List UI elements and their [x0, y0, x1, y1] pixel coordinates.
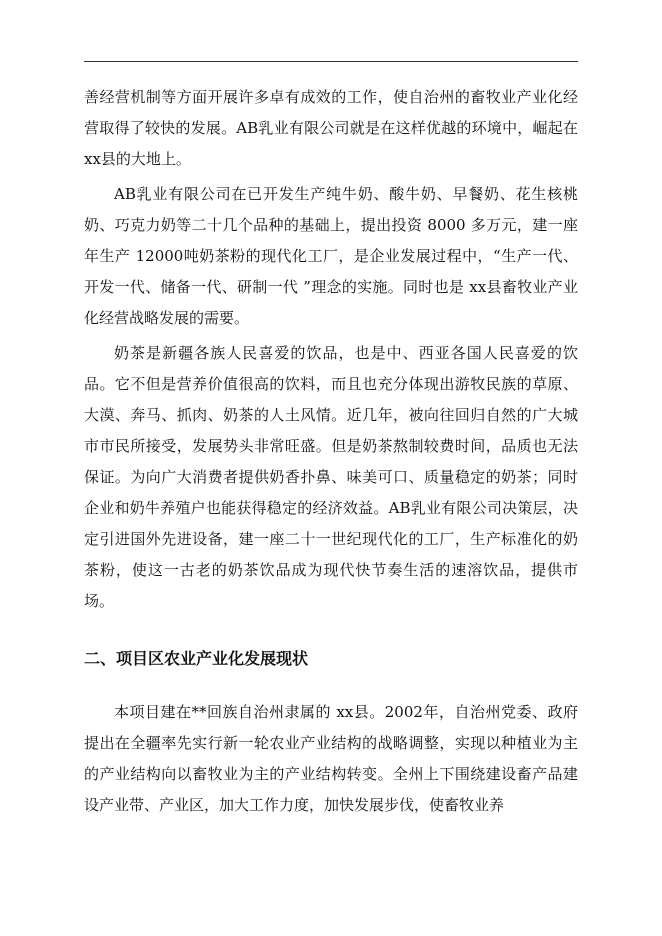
paragraph-milk-tea: 奶茶是新疆各族人民喜爱的饮品，也是中、西亚各国人民喜爱的饮品。它不但是营养价值很高的饮料，而且也充分体现出游牧民族的草原、大漠、奔马、抓肉、奶茶的人土风情。近几年，被向往回归自然的广大城市市民所接受，发展势头非常旺盛。但是奶茶熬制较费时间，品质也无法保证。为向广大消费者提供奶香扑鼻、味美可口、质量稳定的奶茶；同时企业和奶牛养殖户也能获得稳定的经济效益。AB乳业有限公司决策层，决定引进国外先进设备，建一座二十一世纪现代化的工厂，生产标准化的奶茶粉，使这一古老的奶茶饮品成为现代快节奏生活的速溶饮品，提供市场。: [84, 344, 578, 610]
paragraph-project-area: 本项目建在**回族自治州隶属的 xx县。2002年，自治州党委、政府提出在全疆率先实行新一轮农业产业结构的战略调整，实现以种植业为主的产业结构向以畜牧业为主的产业结构转变。全州上下围绕建设畜产品建设产业带、产业区，加大工作力度，加快发展步伐，使畜牧业养: [84, 703, 578, 814]
section-heading: 二、项目区农业产业化发展现状: [84, 649, 309, 668]
paragraph-company: AB乳业有限公司在已开发生产纯牛奶、酸牛奶、早餐奶、花生核桃奶、巧克力奶等二十几个品种的基础上，提出投资 8000 多万元，建一座年生产 12000吨奶茶粉的现代化工厂，是企业发展过程中，“生产一代、开发一代、储备一代、研制一代 ”理念的实施。同时也是 xx县畜牧业产业化经营战略发展的需要。: [84, 185, 578, 327]
paragraph-continuation: 善经营机制等方面开展许多卓有成效的工作，使自治州的畜牧业产业化经营取得了较快的发展。AB乳业有限公司就是在这样优越的环境中，崛起在 xx县的大地上。: [84, 88, 578, 168]
header-rule: [84, 61, 578, 62]
body-bottom: [84, 697, 578, 821]
body-top: [84, 82, 578, 617]
